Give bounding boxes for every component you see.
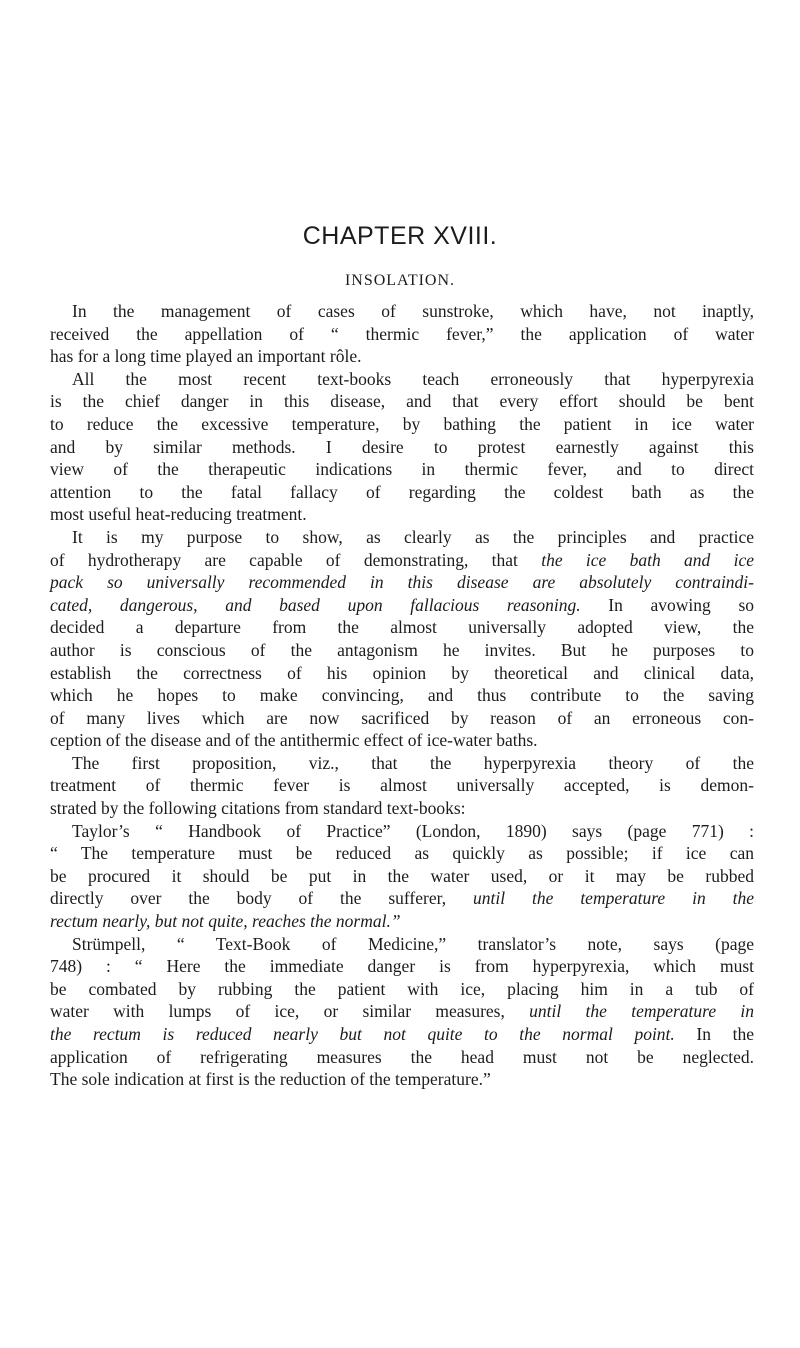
- text-line: author is conscious of the antagonism he invites. But he purposes to: [50, 639, 754, 660]
- text-line: decided a departure from the almost universally adopted view, the: [50, 617, 754, 638]
- text-line: The sole indication at first is the reduction of the temperature.”: [50, 1069, 491, 1090]
- italic-phrase: the rectum is reduced nearly but not quite to the normal point.: [50, 1024, 675, 1044]
- text-line: to reduce the excessive temperature, by bathing the patient in ice water: [50, 413, 754, 434]
- text-line: most useful heat-reducing treatment.: [50, 504, 307, 525]
- text-line: which he hopes to make convincing, and thus contribute to the saving: [50, 685, 754, 706]
- text-line: Strümpell, “ Text-Book of Medicine,” translator’s note, says (page: [72, 933, 754, 954]
- text-line: be combated by rubbing the patient with ice, placing him in a tub of: [50, 978, 754, 999]
- italic-phrase: until the temperature in the: [473, 888, 755, 909]
- body-text: [50, 300, 754, 1091]
- text-line: directly over the body of the sufferer, until the temperature in the: [50, 888, 755, 909]
- text-line: has for a long time played an important rôle.: [50, 346, 362, 367]
- italic-phrase: the ice bath and ice: [541, 549, 754, 570]
- text-line: application of refrigerating measures the head must not be neglected.: [50, 1046, 754, 1067]
- text-line: view of the therapeutic indications in thermic fever, and to direct: [50, 459, 754, 480]
- text-line: be procured it should be put in the water used, or it may be rubbed: [50, 865, 754, 886]
- italic-phrase: until the temperature in: [529, 1001, 755, 1022]
- text-line: is the chief danger in this disease, and that every effort should be bent: [50, 391, 754, 412]
- text-line: strated by the following citations from standard text-books:: [50, 798, 466, 819]
- text-line: It is my purpose to show, as clearly as the principles and practice: [72, 526, 754, 547]
- text-line: [50, 910, 754, 933]
- text-line: 748) : “ Here the immediate danger is from hyperpyrexia, which must: [50, 956, 754, 977]
- text-line: establish the correctness of his opinion by theoretical and clinical data,: [50, 662, 754, 683]
- italic-phrase: cated, dangerous, and based upon fallacious reasoning.: [50, 594, 581, 615]
- italic-phrase: rectum nearly, but not quite, reaches the normal.”: [50, 911, 401, 932]
- chapter-title: CHAPTER XVIII.: [302, 222, 498, 250]
- text-line: All the most recent text-books teach erroneously that hyperpyrexia: [72, 368, 754, 389]
- text-line: [50, 571, 754, 594]
- text-line: Taylor’s “ Handbook of Practice” (London, 1890) says (page 771) :: [72, 820, 754, 841]
- section-title: INSOLATION.: [344, 272, 456, 289]
- text-line: water with lumps of ice, or similar measures, until the temperature in: [50, 1001, 755, 1022]
- text-line: the rectum is reduced nearly but not quite to the normal point. In the: [50, 1024, 754, 1044]
- text-line: The first proposition, viz., that the hyperpyrexia theory of the: [72, 752, 754, 773]
- text-line: and by similar methods. I desire to protest earnestly against this: [50, 436, 754, 457]
- italic-phrase: pack so universally recommended in this disease are absolutely contraindi-: [50, 572, 754, 593]
- text-line: ception of the disease and of the antithermic effect of ice-water baths.: [50, 730, 538, 751]
- text-line: of hydrotherapy are capable of demonstrating, that the ice bath and ice: [50, 549, 754, 570]
- text-line: treatment of thermic fever is almost universally accepted, is demon-: [50, 775, 754, 796]
- text-line: “ The temperature must be reduced as quickly as possible; if ice can: [50, 843, 754, 864]
- text-line: attention to the fatal fallacy of regarding the coldest bath as the: [50, 481, 754, 502]
- text-line: In the management of cases of sunstroke, which have, not inaptly,: [72, 301, 754, 321]
- text-line: cated, dangerous, and based upon fallacious reasoning. In avowing so: [50, 594, 755, 615]
- text-line: received the appellation of “ thermic fever,” the application of water: [50, 323, 754, 344]
- text-line: of many lives which are now sacrificed by reason of an erroneous con-: [50, 707, 754, 728]
